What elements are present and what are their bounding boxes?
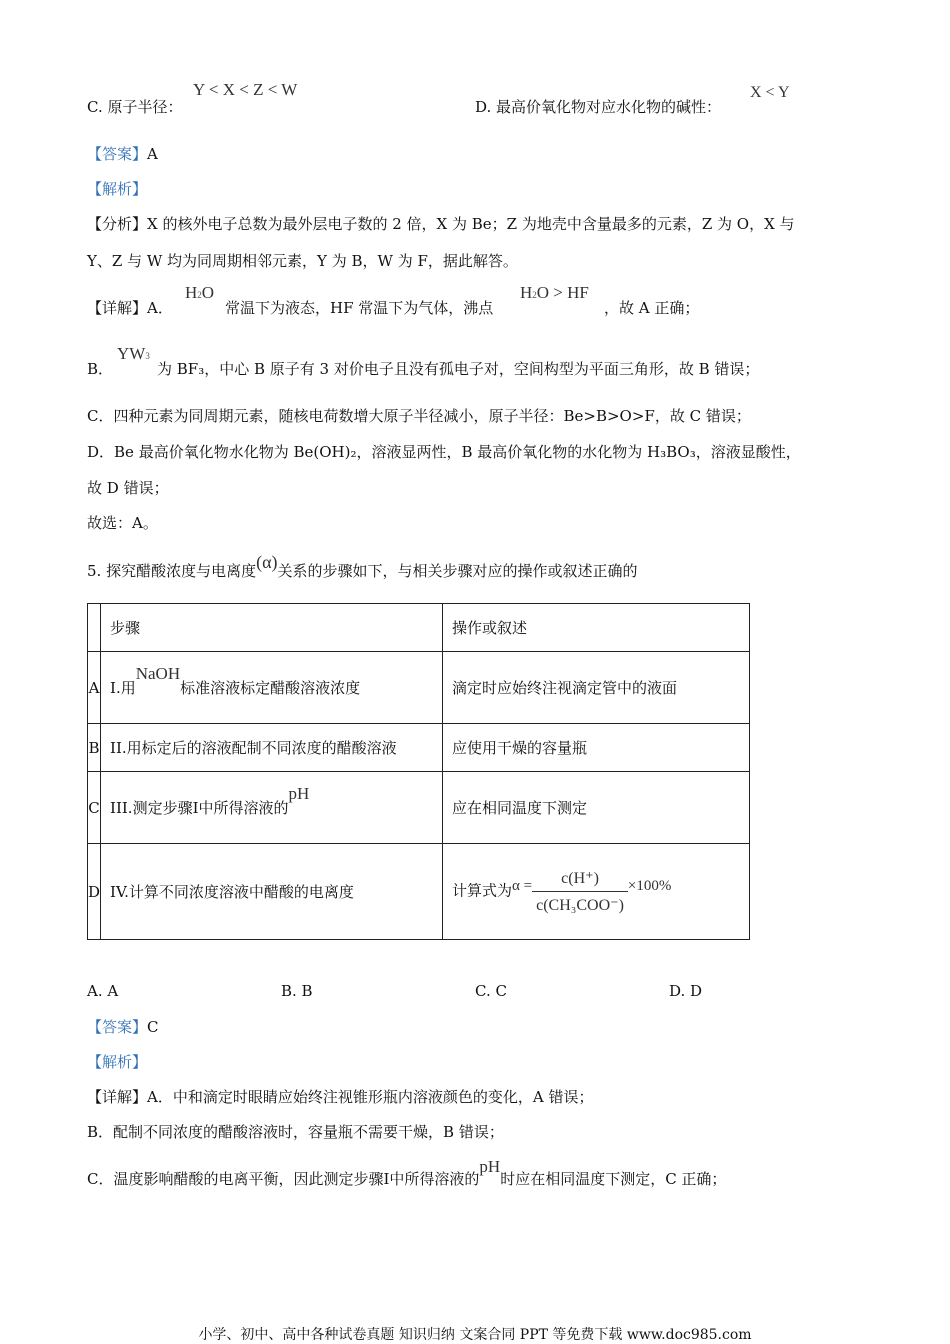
table-header-row [88, 604, 750, 652]
q5-detail-a: 【详解】A．中和滴定时眼睛应始终注视锥形瓶内溶液颜色的变化，A 错误； [87, 1088, 594, 1106]
row-label: B [88, 724, 101, 772]
h2o-formula: H2O [185, 283, 215, 302]
alpha-symbol: (α) [256, 552, 278, 572]
detail-tag: 【详解】 [87, 1088, 148, 1106]
row-op: 滴定时应始终注视滴定管中的液面 [443, 652, 750, 724]
fenxi-text: X 的核外电子总数为最外层电子数的 2 倍，X 为 Be；Z 为地壳中含量最多的元素，Z 为 O，X 与 [147, 215, 795, 233]
q5-option-d: D. D [669, 982, 703, 1000]
detail-a-end: ，故 A 正确； [604, 299, 700, 317]
option-c [87, 96, 182, 117]
boiling-formula: H2O > HF [520, 283, 589, 302]
header-step: 步骤 [101, 604, 443, 652]
row-step: I.用NaOH标准溶液标定醋酸溶液浓度 [101, 652, 443, 724]
fenxi-tag: 【分析】 [87, 215, 148, 233]
q4-analysis-tag: 【解析】 [87, 180, 148, 198]
table-row [88, 652, 750, 724]
row-op: 应在相同温度下测定 [443, 772, 750, 844]
alpha-eq: α = [512, 877, 533, 894]
option-d-label: D. 最高价氧化物对应水化物的碱性： [475, 98, 722, 116]
ph-formula: pH [479, 1157, 501, 1176]
answer-value: A [147, 145, 158, 163]
row-label: D [88, 844, 101, 940]
row-step: III.测定步骤I中所得溶液的pH [101, 772, 443, 844]
header-op: 操作或叙述 [443, 604, 750, 652]
row-label: A [88, 652, 101, 724]
steps-table [87, 603, 750, 940]
q5-option-c: C. C [475, 982, 507, 1000]
q4-answer [87, 143, 158, 164]
page-footer: 小学、初中、高中各种试卷真题 知识归纳 文案合同 PPT 等免费下载 www.doc985.com [198, 1327, 752, 1343]
q4-fenxi-line1 [87, 213, 795, 234]
q5-option-b: B. B [281, 982, 313, 1000]
q4-detail-a [87, 297, 173, 318]
option-c-formula: Y < X < Z < W [193, 80, 298, 99]
detail-tag: 【详解】 [87, 299, 148, 317]
option-d-formula: X < Y [750, 84, 790, 101]
q5-stem-suffix: 关系的步骤如下，与相关步骤对应的操作或叙述正确的 [277, 562, 638, 580]
answer-tag: 【答案】 [87, 145, 148, 163]
answer-tag: 【答案】 [87, 1018, 148, 1036]
q5-stem [87, 552, 638, 581]
row-step: II.用标定后的溶液配制不同浓度的醋酸溶液 [101, 724, 443, 772]
table-row [88, 724, 750, 772]
q4-conclusion: 故选：A。 [87, 514, 158, 532]
ionization-fraction: $\frac{c(H^+)}{\text{c(CH₃COO⁻)}}$ [532, 868, 628, 915]
yw3-formula: YW3 [117, 344, 150, 363]
detail-b-text: 为 BF₃，中心 B 原子有 3 对价电子且没有孤电子对，空间构型为平面三角形，故 B 错误； [157, 360, 760, 378]
option-c-label: C. 原子半径： [87, 98, 183, 116]
q5-stem-prefix: 5. 探究醋酸浓度与电离度 [87, 562, 257, 580]
row-op: 应使用干燥的容量瓶 [443, 724, 750, 772]
table-row [88, 844, 750, 940]
q5-detail-c: C．温度影响醋酸的电离平衡，因此测定步骤I中所得溶液的pH时应在相同温度下测定，C 正确； [87, 1157, 727, 1188]
detail-a-prefix: A． [147, 299, 173, 317]
detail-d-line2: 故 D 错误； [87, 479, 169, 497]
q4-fenxi-line2: Y、Z 与 W 均为同周期相邻元素，Y 为 B，W 为 F，据此解答。 [87, 252, 518, 270]
row-op: 计算式为α = $\frac{c(H^+)}{\text{c(CH₃COO⁻)}}$ ×100% [443, 844, 750, 940]
row-label: C [88, 772, 101, 844]
q5-option-a: A. A [87, 982, 119, 1000]
q5-answer [87, 1016, 159, 1037]
row-step: IV.计算不同浓度溶液中醋酸的电离度 [101, 844, 443, 940]
detail-a-mid: 常温下为液态，HF 常温下为气体，沸点 [225, 299, 494, 317]
q5-detail-b: B．配制不同浓度的醋酸溶液时，容量瓶不需要干燥，B 错误； [87, 1123, 504, 1141]
detail-d-line1: D．Be 最高价氧化物水化物为 Be(OH)₂，溶液显两性，B 最高价氧化物的水化物为 H₃BO₃，溶液显酸性， [87, 443, 801, 461]
option-d [475, 96, 721, 117]
detail-b-prefix: B． [87, 360, 114, 378]
q5-analysis-tag: 【解析】 [87, 1053, 148, 1071]
detail-c: C．四种元素为同周期元素，随核电荷数增大原子半径减小，原子半径：Be>B>O>F，故 C 错误； [87, 407, 751, 425]
table-row [88, 772, 750, 844]
answer-value: C [147, 1018, 159, 1036]
